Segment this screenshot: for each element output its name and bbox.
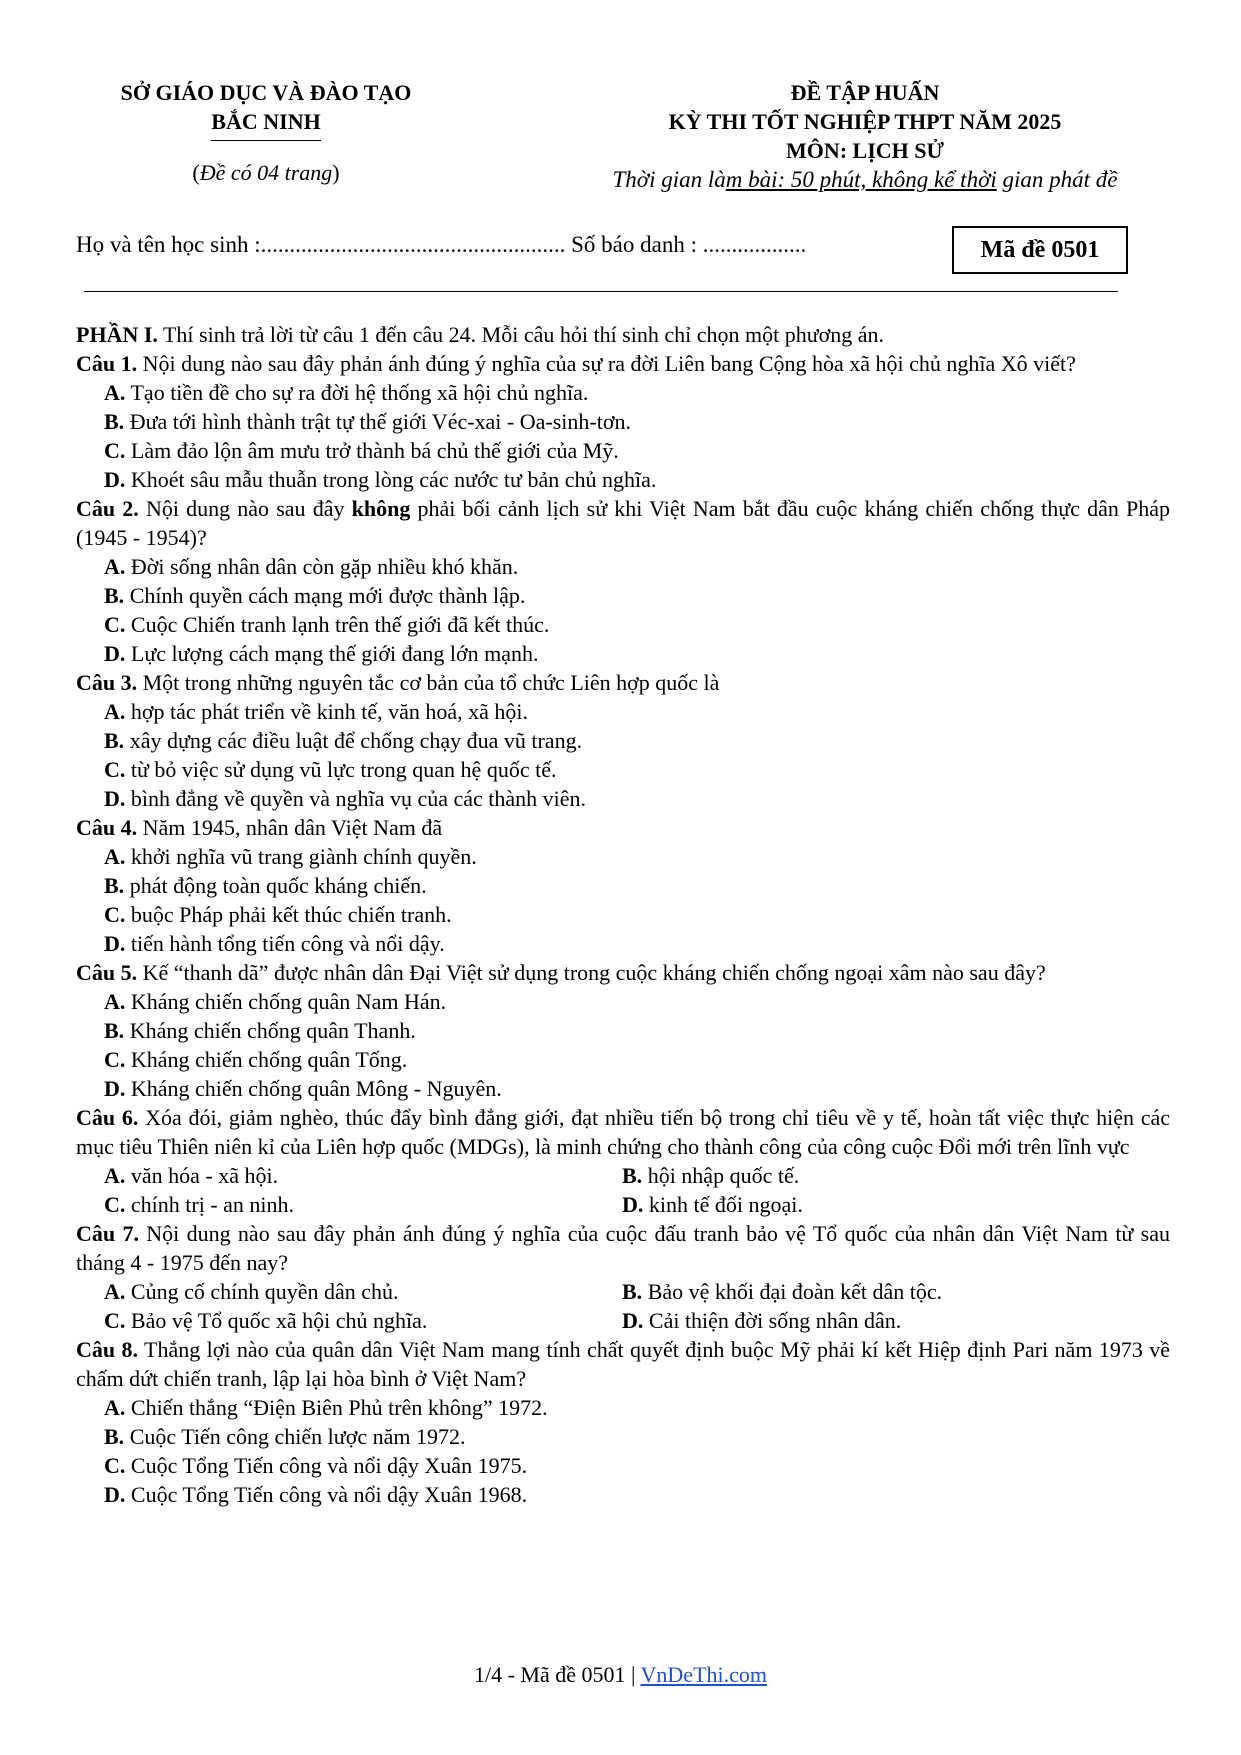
province-name: BẮC NINH [211,107,320,141]
page-count-note: (Đề có 04 trang) [192,160,340,185]
header-divider [84,291,1118,292]
question-6-options-row-1 [76,1161,1170,1190]
question-2-option-c: C. Cuộc Chiến tranh lạnh trên thế giới đã kết thúc. [104,612,550,637]
question-7-option-c: C. Bảo vệ Tổ quốc xã hội chủ nghĩa. [104,1308,428,1333]
question-7-options-row-1 [76,1277,1170,1306]
subject-title: MÔN: LỊCH SỬ [785,138,945,163]
page-number: 1/4 - Mã đề 0501 | [473,1662,641,1687]
question-3-option-b: B. xây dựng các điều luật để chống chạy đua vũ trang. [104,728,583,753]
exam-content [76,320,1170,1509]
student-name-field: Họ và tên học sinh :..................................................... [76,232,566,257]
student-info-line [76,230,806,259]
question-7-option-b: B. Bảo vệ khối đại đoàn kết dân tộc. [622,1279,943,1304]
question-7-option-d: D. Cải thiện đời sống nhân dân. [622,1308,902,1333]
header-right [560,78,1170,194]
time-limit: Thời gian làm bài: 50 phút, không kể thời gian phát đề [612,167,1118,192]
question-6-option-b: B. hội nhập quốc tế. [622,1163,800,1188]
question-8-option-c: C. Cuộc Tổng Tiến công và nổi dậy Xuân 1975. [104,1453,528,1478]
page-footer [0,1660,1241,1689]
question-8-option-d: D. Cuộc Tổng Tiến công và nổi dậy Xuân 1968. [104,1482,528,1507]
question-6-option-c: C. chính trị - an ninh. [104,1192,295,1217]
question-4-option-b: B. phát động toàn quốc kháng chiến. [104,873,427,898]
question-3-option-a: A. hợp tác phát triển về kinh tế, văn hoá, xã hội. [104,699,529,724]
question-2-option-d: D. Lực lượng cách mạng thế giới đang lớn mạnh. [104,641,539,666]
question-6-options-row-2 [76,1190,1170,1219]
question-3-option-d: D. bình đẳng về quyền và nghĩa vụ của các thành viên. [104,786,587,811]
question-4-option-d: D. tiến hành tổng tiến công và nổi dậy. [104,931,445,956]
part-instruction: PHẦN I. Thí sinh trả lời từ câu 1 đến câu 24. Mỗi câu hỏi thí sinh chỉ chọn một phương án. [76,322,885,347]
question-2: Câu 2. Nội dung nào sau đây không phải bối cảnh lịch sử khi Việt Nam bắt đầu cuộc kháng chiến chống thực dân Pháp (1945 - 1954)? [76,496,1171,550]
question-2-option-a: A. Đời sống nhân dân còn gặp nhiều khó khăn. [104,554,519,579]
question-5-option-c: C. Kháng chiến chống quân Tống. [104,1047,408,1072]
question-6-option-d: D. kinh tế đối ngoại. [622,1192,803,1217]
question-5-option-a: A. Kháng chiến chống quân Nam Hán. [104,989,447,1014]
exam-name: KỲ THI TỐT NGHIỆP THPT NĂM 2025 [668,109,1062,134]
question-4-option-a: A. khởi nghĩa vũ trang giành chính quyền. [104,844,477,869]
question-5-option-d: D. Kháng chiến chống quân Mông - Nguyên. [104,1076,502,1101]
question-5-option-b: B. Kháng chiến chống quân Thanh. [104,1018,416,1043]
question-1-option-a: A. Tạo tiền đề cho sự ra đời hệ thống xã hội chủ nghĩa. [104,380,589,405]
question-7-option-a: A. Củng cố chính quyền dân chủ. [104,1279,399,1304]
question-2-option-b: B. Chính quyền cách mạng mới được thành lập. [104,583,526,608]
question-8: Câu 8. Thắng lợi nào của quân dân Việt Nam mang tính chất quyết định buộc Mỹ phải kí kết Hiệp định Pari năm 1973 về chấm dứt chiến tranh, lập lại hòa bình ở Việt Nam? [76,1337,1170,1391]
question-8-option-a: A. Chiến thắng “Điện Biên Phủ trên không” 1972. [104,1395,548,1420]
question-5: Câu 5. Kế “thanh dã” được nhân dân Đại Việt sử dụng trong cuộc kháng chiến chống ngoại xâm nào sau đây? [76,960,1046,985]
exam-code-box: Mã đề 0501 [952,226,1128,274]
question-1-option-c: C. Làm đảo lộn âm mưu trở thành bá chủ thế giới của Mỹ. [104,438,619,463]
question-3: Câu 3. Một trong những nguyên tắc cơ bản của tổ chức Liên hợp quốc là [76,670,720,695]
question-6: Câu 6. Xóa đói, giảm nghèo, thúc đẩy bình đẳng giới, đạt nhiều tiến bộ trong chỉ tiêu về y tế, hoàn tất việc thực hiện các mục tiêu Thiên niên kỉ của Liên hợp quốc (MDGs), là minh chứng cho thành công của công cuộc Đổi mới trên lĩnh vực [76,1105,1171,1159]
question-6-option-a: A. văn hóa - xã hội. [104,1163,279,1188]
question-1-option-b: B. Đưa tới hình thành trật tự thế giới Véc-xai - Oa-sinh-tơn. [104,409,631,434]
department-name: SỞ GIÁO DỤC VÀ ĐÀO TẠO [120,80,412,105]
question-1-option-d: D. Khoét sâu mẫu thuẫn trong lòng các nước tư bản chủ nghĩa. [104,467,657,492]
header-left [76,78,456,187]
site-link[interactable]: VnDeThi.com [640,1662,767,1687]
exam-type: ĐỀ TẬP HUẤN [790,80,940,105]
question-7-options-row-2 [76,1306,1170,1335]
question-7: Câu 7. Nội dung nào sau đây phản ánh đúng ý nghĩa của cuộc đấu tranh bảo vệ Tổ quốc của nhân dân Việt Nam từ sau tháng 4 - 1975 đến nay? [76,1221,1171,1275]
question-8-option-b: B. Cuộc Tiến công chiến lược năm 1972. [104,1424,466,1449]
question-3-option-c: C. từ bỏ việc sử dụng vũ lực trong quan hệ quốc tế. [104,757,557,782]
question-4: Câu 4. Năm 1945, nhân dân Việt Nam đã [76,815,443,840]
question-1: Câu 1. Nội dung nào sau đây phản ánh đúng ý nghĩa của sự ra đời Liên bang Cộng hòa xã hội chủ nghĩa Xô viết? [76,351,1076,376]
question-4-option-c: C. buộc Pháp phải kết thúc chiến tranh. [104,902,452,927]
student-id-field: Số báo danh : .................. [565,232,807,257]
